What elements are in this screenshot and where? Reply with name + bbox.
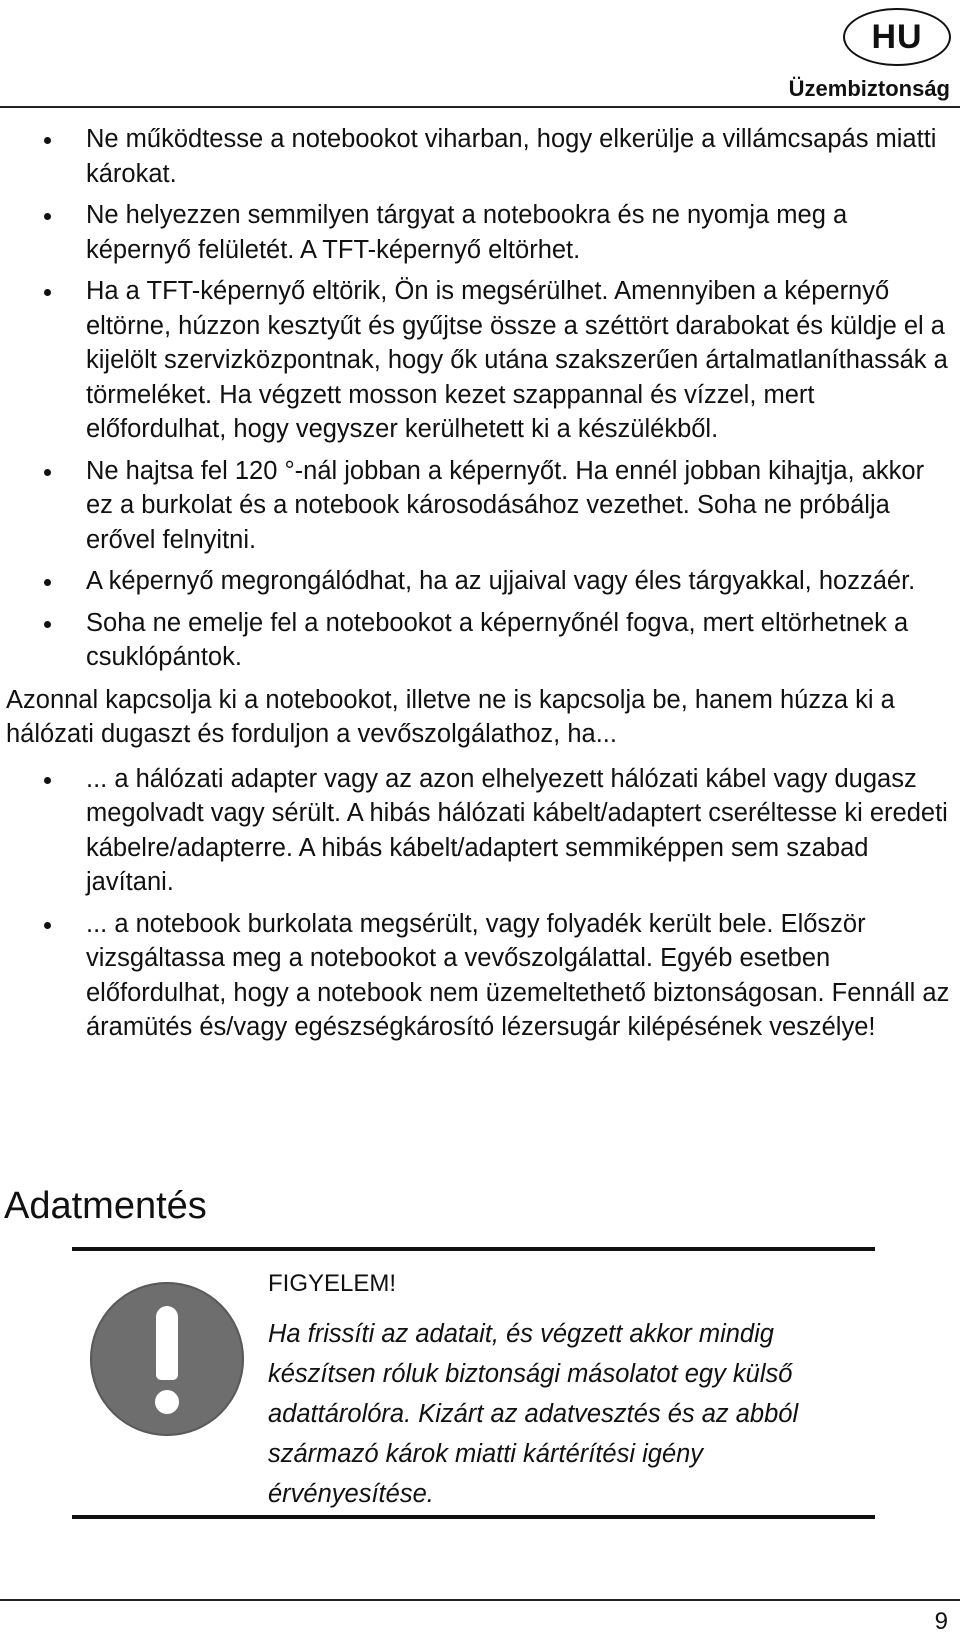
warning-text: Ha frissíti az adatait, és végzett akkor mindig készítsen róluk biztonsági másolatot egy külső adattárolóra. Kizárt az adatvesztés és az abból származó károk miatti kártérítési igény érvényesítése.	[268, 1320, 799, 1508]
list-item: Ha a TFT-képernyő eltörik, Ön is megsérülhet. Amennyiben a képernyő eltörne, húzzon kesztyűt és gyűjtse össze a széttört darabokat és küldje el a kijelölt szervizközpontnak, hogy ők utána szakszerűen ártalmatlaníthassák a törmeléket. Ha végzett mosson kezet szappannal és vízzel, mert előfordulhat, hogy vegyszer kerülhetett ki a készülékből.	[0, 274, 950, 447]
safety-list-top	[0, 122, 950, 675]
shutdown-paragraph: Azonnal kapcsolja ki a notebookot, illetve ne is kapcsolja be, hanem húzza ki a hálózati dugaszt és forduljon a vevőszolgálathoz, ha...	[6, 685, 895, 748]
warning-bottom-rule	[72, 1515, 875, 1519]
section-title: Üzembiztonság	[788, 76, 950, 101]
language-code: HU	[871, 17, 923, 56]
list-item: Ne helyezzen semmilyen tárgyat a notebookra és ne nyomja meg a képernyő felületét. A TFT-képernyő eltörhet.	[0, 198, 950, 267]
warning-title: FIGYELEM!	[268, 1270, 397, 1297]
section-heading: Adatmentés	[4, 1185, 207, 1227]
list-item: Ne működtesse a notebookot viharban, hogy elkerülje a villámcsapás miatti károkat.	[0, 122, 950, 191]
language-badge	[843, 8, 951, 66]
list-item: Ne hajtsa fel 120 °-nál jobban a képernyőt. Ha ennél jobban kihajtja, akkor ez a burkolat és a notebook károsodásához vezethet. Soha ne próbálja erővel felnyitni.	[0, 454, 950, 558]
list-item: A képernyő megrongálódhat, ha az ujjaival vagy éles tárgyakkal, hozzáér.	[0, 564, 950, 599]
main-content	[0, 122, 950, 1052]
list-item: ... a hálózati adapter vagy az azon elhelyezett hálózati kábel vagy dugasz megolvadt vagy sérült. A hibás hálózati kábelt/adaptert cseréltesse ki eredeti kábelre/adapterre. A hibás kábelt/adaptert semmiképpen sem szabad javítani.	[0, 762, 950, 900]
list-item: ... a notebook burkolata megsérült, vagy folyadék került bele. Először vizsgáltassa meg a notebookot a vevőszolgálattal. Egyéb esetben előfordulhat, hogy a notebook nem üzemeltethető biztonságosan. Fennáll az áramütés és/vagy egészségkárosító lézersugár kilépésének veszélye!	[0, 907, 950, 1045]
list-item: Soha ne emelje fel a notebookot a képernyőnél fogva, mert eltörhetnek a csuklópántok.	[0, 606, 950, 675]
safety-list-bottom	[0, 762, 950, 1045]
page-number: 9	[934, 1608, 948, 1635]
header-divider	[0, 106, 960, 108]
footer-divider	[0, 1599, 960, 1601]
exclamation-icon	[90, 1282, 244, 1436]
warning-top-rule	[72, 1247, 875, 1251]
